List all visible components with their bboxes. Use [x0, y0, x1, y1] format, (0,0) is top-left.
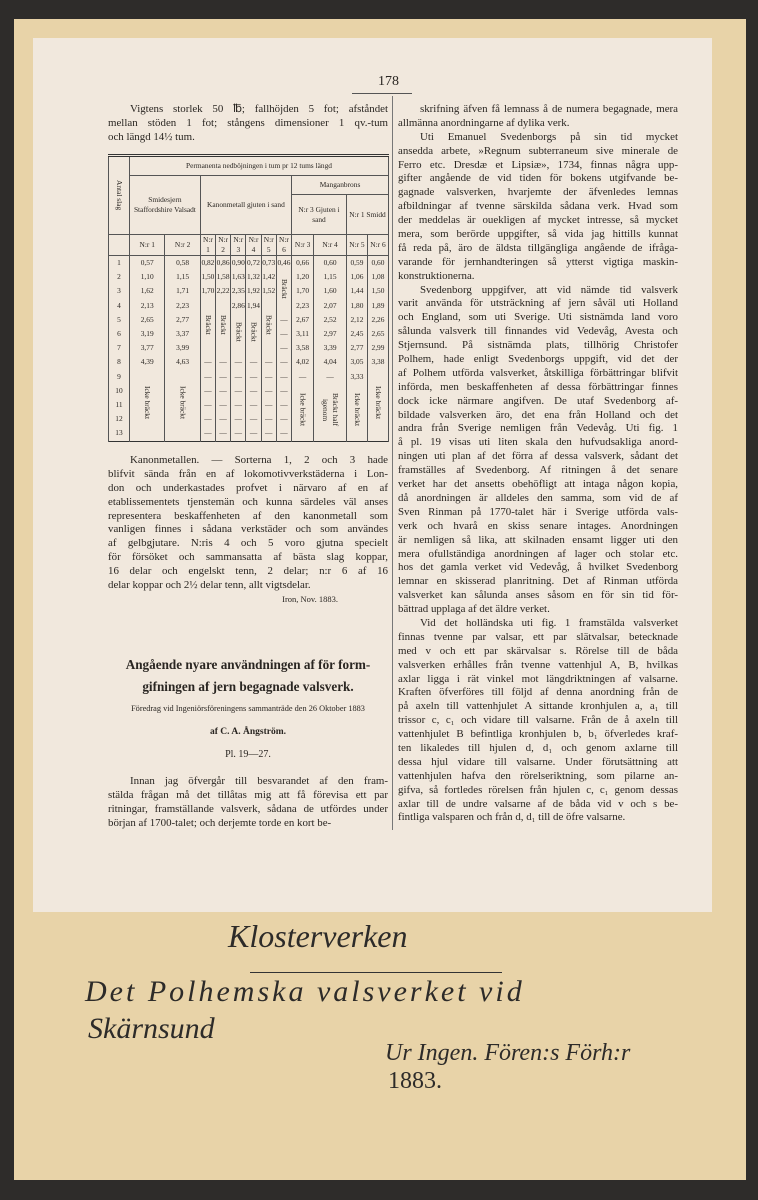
table-cell: 2,77 [165, 313, 200, 327]
table-cell: — [216, 355, 231, 369]
text-line: ansedda arbete, »Regnum subterraneum sive minerale de [398, 144, 678, 157]
table-cell: 2,65 [367, 327, 388, 341]
article-title-1: Angående nyare användningen af för form- [125, 657, 371, 672]
handwritten-heading: Klosterverken [228, 918, 408, 954]
left-intro-text [108, 103, 388, 145]
table-cell: 1,92 [246, 284, 261, 298]
table-cell: 1,89 [367, 299, 388, 313]
article-title-2: gifningen af jern begagnade valsverk. [142, 679, 354, 694]
table-cell: — [246, 426, 261, 441]
table-cell: 1,62 [130, 284, 165, 298]
table-cell: 0,90 [231, 256, 246, 271]
column-header: N:r 2 [216, 235, 231, 256]
text-line: axlar till de undre valsarne af de båda vid v och s be- [398, 797, 678, 810]
handwritten-year: 1883. [388, 1068, 442, 1094]
table-cell: — [200, 370, 215, 384]
table-cell: — [276, 327, 291, 341]
table-cell: — [200, 426, 215, 441]
table-cell: 3,39 [314, 341, 347, 355]
table-cell: 0,82 [200, 256, 215, 271]
table-cell: 1,10 [130, 270, 165, 284]
table-cell: 1,70 [200, 284, 215, 298]
row-number: 7 [109, 341, 130, 355]
table-cell: 1,71 [165, 284, 200, 298]
text-line: representera beskaffenheten af den kanonmetall som [108, 509, 388, 522]
row-number: 2 [109, 270, 130, 284]
text-line: don och underkastades profvet i närvaro af en af [108, 481, 388, 494]
row-number: 12 [109, 412, 130, 426]
table-cell: 0,86 [216, 256, 231, 271]
vertical-note: Icke bräckt [373, 386, 383, 420]
table-cell: — [246, 412, 261, 426]
text-line: å pl. 19 visas uti liten skala den hufvudsakliga anord- [398, 436, 678, 449]
text-line: början af 1700-talet; och derjemte torde en kort be- [108, 816, 332, 829]
table-cell: 2,23 [292, 299, 314, 313]
table-cell: — [231, 426, 246, 441]
table-cell: — [216, 412, 231, 426]
table-cell: — [261, 412, 276, 426]
table-cell: 2,35 [231, 284, 246, 298]
sub-gjuten: N:r 3 Gjuten i sand [292, 195, 347, 235]
article-plates: Pl. 19—27. [225, 749, 271, 760]
table-cell: 1,50 [367, 284, 388, 298]
table-cell: 3,19 [130, 327, 165, 341]
row-number: 13 [109, 426, 130, 441]
right-column-text [398, 103, 678, 825]
page-number: 178 [378, 74, 399, 89]
text-line: dessa hjul vidare till valsarne. Under förutsättning att [398, 755, 678, 768]
text-line: gifter angående de vid tiden för bokens utgifvande be- [398, 172, 678, 185]
text-line: af gelbgjutare. N:ris 4 och 5 voro gjutna specielt [108, 537, 388, 550]
text-line: Innan jag öfvergår till besvarandet af den fram- [130, 775, 388, 787]
table-row [109, 284, 389, 298]
table-cell: 4,02 [292, 355, 314, 369]
table-cell: 2,45 [346, 327, 367, 341]
text-line: mellan stöden 1 fot; stångens dimensioner 1 qv.-tum [108, 116, 388, 129]
table-cell: 3,11 [292, 327, 314, 341]
row-number: 5 [109, 313, 130, 327]
text-line: Sven Rinman på 1770-talet här i Sverige utförda vals- [398, 505, 678, 518]
table-cell: — [276, 355, 291, 369]
text-line: finnas tvenne par valsar, ett par slätvalsar, betecknade [398, 630, 678, 643]
table-cell: 2,65 [130, 313, 165, 327]
text-line: valsverket kan sålunda anses såsom en för sin tid för- [398, 589, 678, 602]
table-cell: — [246, 398, 261, 412]
text-line: då anordningen är alldeles den samma, som vid de af [398, 491, 678, 504]
text-line: är nemligen så lika, att skilnaden ensamt ligger uti den [398, 533, 678, 546]
table-title: Permanenta nedböjningen i tum pr 12 tums längd [130, 156, 389, 176]
table-row [109, 256, 389, 271]
sub-smidd: N:r 1 Smidd [346, 195, 388, 235]
table-cell: — [200, 355, 215, 369]
text-line: Kraften öfverföres till följd af denna anordning från de [398, 686, 678, 699]
table-cell-span [261, 299, 276, 356]
table-cell: — [276, 370, 291, 384]
corner-cell [109, 235, 130, 256]
text-line: vattenhjulet B befintliga kronhjulen b, b₁ öfverledes kraf- [398, 728, 678, 741]
table-cell: 0,58 [165, 256, 200, 271]
table-cell-span [130, 370, 165, 442]
column-header: N:r 5 [261, 235, 276, 256]
column-header: N:r 4 [314, 235, 347, 256]
text-line: axlar ligga i rät vinkel mot längdriktningen af valsarne. [398, 672, 678, 685]
row-number: 1 [109, 256, 130, 271]
text-line: vattenhjulen hafva den rörelseriktning, som pilarne an- [398, 769, 678, 782]
text-line: få reda på, äro de äldsta tillgängliga angående de ifråga- [398, 241, 678, 254]
table-cell: 0,66 [292, 256, 314, 271]
table-cell: — [261, 384, 276, 398]
article-author: af C. A. Ångström. [210, 727, 286, 737]
text-line: för försöket och sammansatta af bästa slag koppar, [108, 551, 388, 564]
table-cell: — [231, 384, 246, 398]
table-cell: — [246, 355, 261, 369]
table-cell: — [246, 370, 261, 384]
column-header: N:r 5 [346, 235, 367, 256]
column-header: N:r 1 [200, 235, 215, 256]
column-header: N:r 6 [367, 235, 388, 256]
text-line: ritningar, framställande valsverk, sådana de utfördes under [108, 802, 388, 815]
text-line: trissor c, c₁ och vidare till valsarne. Från de å axeln till [398, 714, 678, 727]
table-cell: — [261, 398, 276, 412]
table-row [109, 370, 389, 384]
table-cell: 0,46 [276, 256, 291, 271]
table-cell: — [200, 384, 215, 398]
table-cell: 4,63 [165, 355, 200, 369]
text-line: dock icke närmare angifven. De utaf Svedenborg af- [398, 394, 678, 407]
table-cell: 0,57 [130, 256, 165, 271]
table-cell: 0,73 [261, 256, 276, 271]
table-cell: 1,06 [346, 270, 367, 284]
group-manganbrons: Manganbrons [292, 176, 389, 195]
table-cell: — [261, 370, 276, 384]
table-cell: — [261, 355, 276, 369]
table-cell: 2,86 [231, 299, 246, 313]
text-line: Polhem, hade enligt Svedenborgs uppgift, vid det der [398, 353, 678, 366]
column-header: N:r 6 [276, 235, 291, 256]
article-subtitle: Föredrag vid Ingeniörsföreningens sammanträde den 26 Oktober 1883 [131, 704, 365, 713]
text-line: och längd 14½ tum. [108, 130, 195, 143]
table-cell-span [216, 299, 231, 356]
column-header: N:r 3 [231, 235, 246, 256]
text-line: allmänna anordningarne af dylika verk. [398, 116, 570, 129]
table-cell: 1,15 [314, 270, 347, 284]
table-cell: 2,52 [314, 313, 347, 327]
text-line: verket har det ansetts obehöfligt att intaga någon kopia, [398, 478, 678, 491]
vertical-note: Icke bräckt [298, 393, 308, 427]
table-cell: 2,13 [130, 299, 165, 313]
text-line: mera ofullständiga anordningen af lager och stolar etc. [398, 547, 678, 560]
antal-slag-header: Antal slag [109, 156, 130, 235]
table-cell: 2,77 [346, 341, 367, 355]
vertical-note: Icke bräckt [352, 393, 362, 427]
text-line: afbildningar af tvenne särskilda sådana verk. Hvad som [398, 200, 678, 213]
text-line: mera, som berörde uppgifter, så vida jag hittills kunnat [398, 228, 678, 241]
text-line: der meddelas är ouekligen af mycket intresse, så mycket [398, 214, 678, 227]
table-cell: 0,59 [346, 256, 367, 271]
vertical-note: Bräckt half igenom [321, 393, 341, 427]
text-line: verk och hvarå en skiss senare intages. Anordningen [398, 519, 678, 532]
text-line: gagnade valsverken, hvarjemte der äfvenledes lemnas [398, 186, 678, 199]
table-cell: 2,12 [346, 313, 367, 327]
column-header: N:r 1 [130, 235, 165, 256]
text-line: bättrad upplaga af det äldre verket. [398, 603, 550, 616]
table-cell-span [276, 270, 291, 313]
table-row [109, 299, 389, 313]
text-line: införda, men beskaffenheten af dessa förbättringar finnes [398, 380, 678, 393]
table-cell: 1,44 [346, 284, 367, 298]
table-cell: — [216, 384, 231, 398]
table-cell: 3,33 [346, 370, 367, 384]
table-cell: — [231, 398, 246, 412]
text-line: Uti Emanuel Svedenborgs på sin tid mycket [420, 130, 678, 143]
text-line: och England, som uti Sverige. Uti sistnämda land voro [398, 311, 678, 324]
handwritten-line-2: Skärnsund [88, 1012, 215, 1045]
text-line: varande för jernhandteringen så ytterst vigtiga maskin- [398, 255, 678, 268]
table-cell: 4,39 [130, 355, 165, 369]
table-cell: 2,07 [314, 299, 347, 313]
deflection-table [108, 154, 389, 442]
table-cell: — [276, 313, 291, 327]
vertical-note: Bräckt [203, 314, 213, 335]
table-cell-span [231, 313, 246, 356]
table-cell: — [216, 398, 231, 412]
table-cell: — [314, 370, 347, 384]
table-cell: — [216, 426, 231, 441]
table-cell: 3,99 [165, 341, 200, 355]
table-cell: 0,60 [367, 256, 388, 271]
text-line: etablissementets tjenstemän och kunna särdeles väl anses [108, 495, 388, 508]
group-smidesjern: Smidesjern Staffordshire Valsadt [130, 176, 201, 235]
table-cell: — [276, 412, 291, 426]
table-cell-span [292, 384, 314, 441]
table-cell: 2,26 [367, 313, 388, 327]
row-number: 8 [109, 355, 130, 369]
text-line: Vigtens storlek 50 ℔; fallhöjden 5 fot; afståndet [130, 103, 388, 115]
text-line: bildade valsverken äro, det ena från Holland och det [398, 408, 678, 421]
handwritten-line-1: Det Polhemska valsverket vid [85, 975, 525, 1008]
text-line: skrifning äfven få lemnass å de numera begagnade, mera [420, 103, 678, 115]
column-divider [392, 96, 393, 830]
text-line: Kanonmetallen. — Sorterna 1, 2 och 3 hade [130, 454, 388, 466]
table-cell: — [276, 341, 291, 355]
table-cell: 3,05 [346, 355, 367, 369]
text-line: gifva, så fortledes rörelsen från hjulen c, c₁ genom dessas [398, 783, 678, 796]
text-line: ningen uti plan af det förra af dessa valsverk, sådant det [398, 450, 678, 463]
text-line: 16 delar och engelskt tenn, 2 delar; n:r 6 af 16 [108, 565, 388, 578]
table-cell: 1,63 [231, 270, 246, 284]
table-cell: 3,38 [367, 355, 388, 369]
text-line: valsverken erhålles från tvenne vattenhjul A, B, hvilkas [398, 658, 678, 671]
table-cell: — [216, 370, 231, 384]
article-intro-paragraph [108, 775, 388, 831]
text-line: sålunda valsverk till finnandes vid Vedevåg, Avesta och [398, 325, 678, 338]
vertical-note: Icke bräckt [178, 386, 188, 420]
table-cell: — [231, 412, 246, 426]
table-cell: — [231, 355, 246, 369]
source-line: Iron, Nov. 1883. [282, 594, 338, 604]
table-cell-span [314, 384, 347, 441]
vertical-note: Bräckt [234, 321, 244, 342]
vertical-note: Bräckt [219, 314, 229, 335]
table-cell: — [276, 384, 291, 398]
table-cell: 1,80 [346, 299, 367, 313]
table-cell: 1,20 [292, 270, 314, 284]
row-number: 4 [109, 299, 130, 313]
text-line: Svedenborg uppgifver, att vid nämde tid valsverk [420, 283, 678, 296]
table-cell: 1,08 [367, 270, 388, 284]
column-header: N:r 3 [292, 235, 314, 256]
text-line: vanligen finnes i sådana verkstäder och som användes [108, 523, 388, 536]
header-rule [352, 93, 412, 94]
table-cell: 2,67 [292, 313, 314, 327]
handwritten-source: Ur Ingen. Fören:s Förh:r [385, 1040, 631, 1066]
row-number: 10 [109, 384, 130, 398]
table-cell: 1,58 [216, 270, 231, 284]
table-cell: — [261, 426, 276, 441]
table-cell: — [200, 398, 215, 412]
table-cell: 1,94 [246, 299, 261, 313]
table-cell: 3,77 [130, 341, 165, 355]
table-cell: 3,37 [165, 327, 200, 341]
table-cell: — [200, 412, 215, 426]
table-cell: 1,15 [165, 270, 200, 284]
text-line: konstruktionerna. [398, 269, 475, 282]
vertical-note: Icke bräckt [143, 386, 153, 420]
text-line: stälda frågan må det tillåtas mig att få förevisa ett par [108, 788, 388, 801]
table-cell-span [346, 384, 367, 441]
text-line: andra från Sverige nemligen från Vedevåg. Uti fig. 1 [398, 422, 678, 435]
table-row [109, 355, 389, 369]
text-line: af Polhem utförda valsverket, åtskilliga förbättringar blifvit [398, 366, 678, 379]
text-line: lemnar en skisserad planritning. Det af Rinman utförda [398, 575, 678, 588]
text-line: fintliga valsparen och från d, d₁ till de öfre valsarne. [398, 811, 626, 824]
text-line: hos det gamla verket vid Vedevåg, å hvilket Svedenborg [398, 561, 678, 574]
table-cell: 2,97 [314, 327, 347, 341]
text-line: delar koppar och 2½ delar tenn, allt vigtsdelar. [108, 579, 311, 592]
table-cell: 1,70 [292, 284, 314, 298]
text-line: med v och ett par skärvalsar s. Rörelse till de båda [398, 644, 678, 657]
text-line: Vid det holländska uti fig. 1 framstälda valsverket [420, 616, 678, 629]
table-cell: 1,32 [246, 270, 261, 284]
row-number: 9 [109, 370, 130, 384]
table-row [109, 270, 389, 284]
vertical-note: Bräckt [249, 321, 259, 342]
vertical-note: Bräckt [279, 279, 289, 299]
kanonmetall-paragraph [108, 454, 388, 593]
column-header: N:r 2 [165, 235, 200, 256]
table-cell: 1,52 [261, 284, 276, 298]
vertical-note: Bräckt [264, 314, 274, 335]
table-cell: 0,72 [246, 256, 261, 271]
row-number: 11 [109, 398, 130, 412]
row-number: 6 [109, 327, 130, 341]
table-cell: 3,58 [292, 341, 314, 355]
group-kanonmetall: Kanonmetall gjuten i sand [200, 176, 291, 235]
text-line: Ferro etc. Dresdæ et Lipsiæ», 1734, finnas några upp- [398, 158, 678, 171]
table-cell: 2,23 [165, 299, 200, 313]
table-cell: 1,42 [261, 270, 276, 284]
table-cell: — [292, 370, 314, 384]
table-row [109, 313, 389, 327]
heading-underline [250, 972, 502, 973]
table-cell: — [246, 384, 261, 398]
table-cell: 1,60 [314, 284, 347, 298]
table-cell: — [276, 398, 291, 412]
table-cell-span [200, 299, 215, 356]
text-line: blifvit sända från en af lokomotivverkstäderna i Lon- [108, 467, 388, 480]
text-line: varit använda för utsträckning af jern såväl uti Holland [398, 297, 678, 310]
text-line: på axeln till vattenhjulet A sittande kronhjulen a, a₁ till [398, 700, 678, 713]
table-cell: 2,99 [367, 341, 388, 355]
table-cell: 1,50 [200, 270, 215, 284]
text-line: framställes af Svedenborg. Af ritningen å det senare [398, 464, 678, 477]
text-line: ten likaledes till hjulen d, d₁ och genom axlarne till [398, 741, 678, 754]
table-cell: — [276, 426, 291, 441]
text-line: Stjernsund. På sistnämda plats, tillhörig Christofer [398, 339, 678, 352]
row-number: 3 [109, 284, 130, 298]
table-cell: 0,60 [314, 256, 347, 271]
table-cell-span [165, 370, 200, 442]
table-cell-span [246, 313, 261, 356]
column-header: N:r 4 [246, 235, 261, 256]
table-cell: — [231, 370, 246, 384]
table-cell-span [367, 370, 388, 442]
table-cell: 2,22 [216, 284, 231, 298]
table-cell: 4,04 [314, 355, 347, 369]
